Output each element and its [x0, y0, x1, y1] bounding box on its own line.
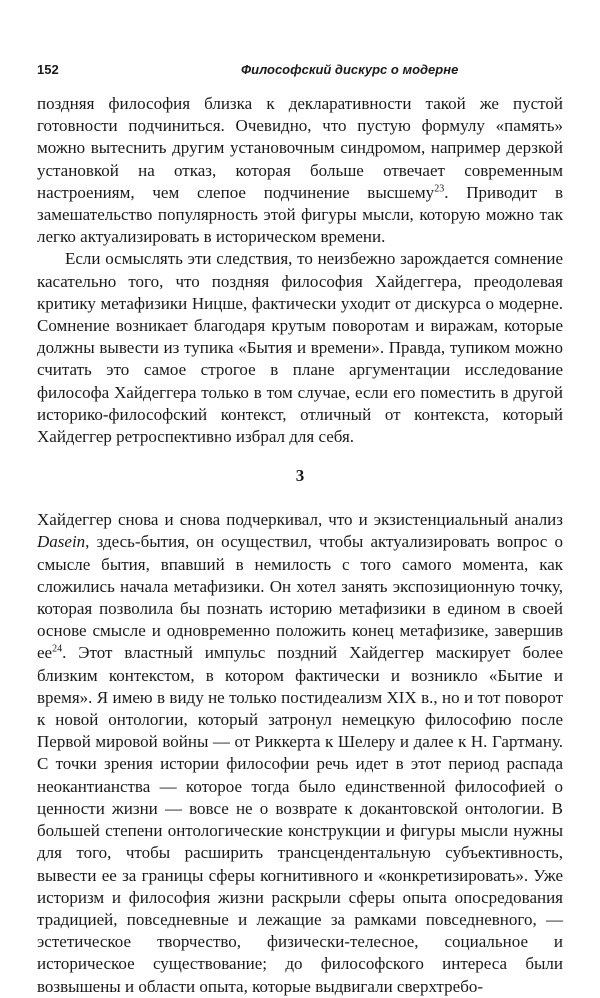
- paragraph-text: поздняя философия близка к декларативности такой же пустой готовности подчиниться. Очевидно, что пустую формулу «память» можно вытеснить другим установочным синдромом, например дерзкой установкой на отказ, которая больше отвечает современным настроениям, чем слепое подчинение высшему: [37, 94, 563, 202]
- paragraph-text: , здесь-бытия, он осуществил, чтобы актуализировать вопрос о смысле бытия, впавший в немилость с того самого момента, как сложились начала метафизики. Он хотел занять экспозиционную точку, которая позволила бы познать историю метафизики в едином в своей основе смысле и одновременно положить конец метафизике, завершив ее: [37, 532, 563, 663]
- paragraph-continuation: [37, 93, 563, 248]
- paragraph-text: . Приводит в замешательство популярность этой фигуры мысли, которую можно так легко актуализировать в историческом времени.: [37, 182, 563, 247]
- paragraph: [37, 509, 563, 997]
- paragraph-text: Хайдеггер снова и снова подчеркивал, что и экзистенциальный анализ: [37, 510, 563, 530]
- main-text: [37, 93, 563, 998]
- running-title: Философский дискурс о модерне: [241, 62, 459, 77]
- footnote-ref-23[interactable]: 23: [434, 183, 445, 195]
- footnote-ref-24[interactable]: 24: [52, 643, 63, 655]
- section-number: 3: [295, 466, 305, 486]
- page-header: [37, 62, 563, 82]
- paragraph: Если осмыслять эти следствия, то неизбежно зарождается сомнение касательно того, что поздняя философия Хайдеггера, преодолевая критику метафизики Ницше, фактически уходит от дискурса о модерне. Сомнение возникает благодаря крутым поворотам и виражам, которые должны вывести из тупика «Бытия и времени». Правда, тупиком можно считать это самое строгое в плане аргументации исследование философа Хайдеггера только в том случае, если его поместить в другой историко-философский контекст, отличный от контекста, который Хайдеггер ретроспективно избрал для себя.: [37, 249, 563, 447]
- page-number: 152: [37, 62, 59, 77]
- paragraph-text: . Этот властный импульс поздний Хайдеггер маскирует более близким контекстом, в котором фактически и возникло «Бытие и время». Я имею в виду не только постидеализм XIX в., но и тот поворот к новой онтологии, который затронул немецкую философию после Первой мировой войны — от Риккерта к Шелеру и далее к Н. Гартману. С точки зрения истории философии речь идет в этот период распада неокантианства — которое тогда было единственной философией о ценности жизни — вовсе не о возврате к докантовской онтологии. В большей степени онтологические конструкции и фигуры мысли нужны для того, чтобы расширить трансцендентальную субъективность, вывести ее за границы сферы когнитивного и «конкретизировать». Уже историзм и философия жизни раскрыли сферы опыта опосредования традицией, повседневные и лежащие за рамками повседневного, — эстетическое творчество, физически-телесное, социальное и историческое существование; до философского интереса были возвышены и области опыта, которые выдвигали сверхтребо-: [37, 643, 563, 996]
- italic-term: Dasein: [37, 532, 86, 552]
